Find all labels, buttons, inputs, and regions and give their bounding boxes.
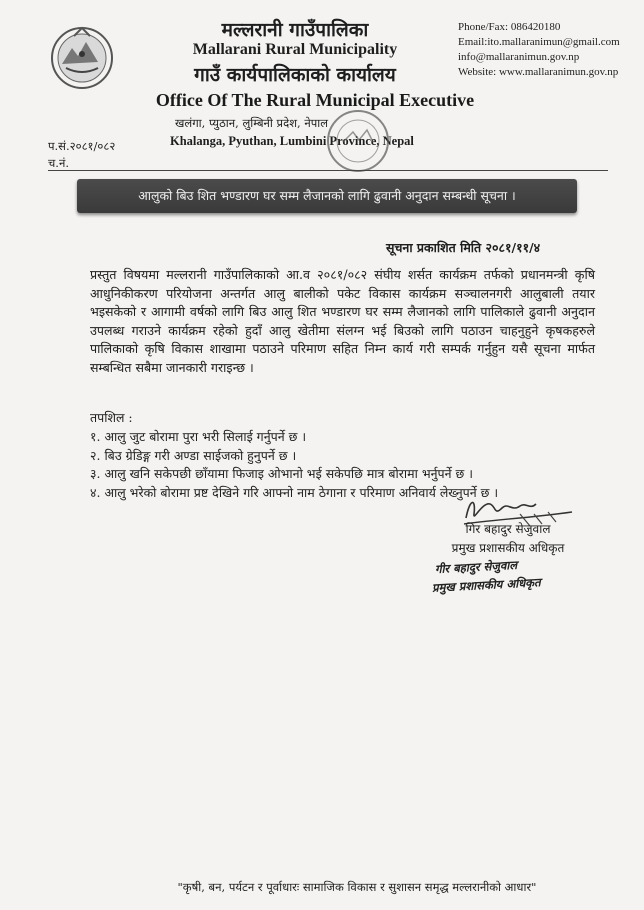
website: Website: www.mallaranimun.gov.np	[458, 66, 619, 78]
list-item: ३. आलु खनि सकेपछी छाँयामा फिजाइ ओभानो भई सकेपछि मात्र बोरामा भर्नुपर्ने छ ।	[90, 466, 474, 482]
details-heading: तपशिल :	[90, 410, 133, 425]
details-list	[90, 409, 610, 503]
municipality-name-english: Mallarani Rural Municipality	[192, 41, 398, 58]
notice-subject-banner: आलुको बिउ शित भण्डारण घर सम्म लैजानको लागि ढुवानी अनुदान सम्बन्धी सूचना ।	[77, 179, 577, 213]
notice-published-date: सूचना प्रकाशित मिति २०८१/११/४	[386, 240, 541, 255]
list-item: २. बिउ ग्रेडिङ्ग गरी अण्डा साईजको हुनुपर्ने छ ।	[90, 447, 297, 463]
footer-motto: "कृषी, बन, पर्यटन र पूर्वाधारः सामाजिक विकास र सुशासन समृद्ध मल्लरानीको आधार"	[177, 880, 537, 894]
address-devanagari: खलंगा, प्युठान, लुम्बिनी प्रदेश, नेपाल	[175, 116, 329, 130]
list-item: १. आलु जुट बोरामा पुरा भरी सिलाई गर्नुपर्ने छ ।	[90, 428, 307, 444]
email-primary: Email:ito.mallaranimun@gmail.com	[458, 36, 620, 48]
office-name-devanagari: गाउँ कार्यपालिकाको कार्यालय	[194, 64, 396, 86]
stamp-signatory-name: गीर बहादुर सेजुवाल	[434, 557, 518, 577]
office-name-english: Office Of The Rural Municipal Executive	[155, 90, 475, 110]
notice-body-paragraph: प्रस्तुत विषयमा मल्लरानी गाउँपालिकाको आ.व २०८१/०८२ संघीय शर्सत कार्यक्रम तर्फको प्रधानमन्त्री कृषि आधुनिकीकरण परियोजना अन्तर्गत आलु बालीको पकेट विकास कार्यक्रम सञ्चालनगरी आलुबाली तयार भइसकेको र आगामी वर्षको लागि बिउ आलु शित भण्डारण घर सम्म लैजानको लागि पालिकाले ढुवानी अनुदान उपलब्ध गराउने कार्यक्रम रहेको हुदाँ आलु खेतीमा संलग्न भई बिउको लागि पठाउन चाहनुहुने कृषकहरुले पालिकाको कृषि विकास शाखामा पठाउने परिमाण सहित निम्न कार्य गरी सम्पर्क गर्नुहुन यसै सूचना मार्फत सम्बन्धित सबैमा जानकारी गराइन्छ ।	[90, 267, 595, 375]
list-item: ४. आलु भरेको बोरामा प्रष्ट देखिने गरि आफ्नो नाम ठेगाना र परिमाण अनिवार्य लेख्नुपर्ने छ ।	[90, 485, 499, 501]
letter-reference-number: प.सं.२०८१/०८२	[48, 139, 116, 153]
stamp-signatory-title: प्रमुख प्रशासकीय अधिकृत	[431, 575, 541, 595]
signature-block	[410, 490, 610, 610]
municipality-name-devanagari: मल्लरानी गाउँपालिका	[221, 19, 369, 41]
contact-info	[458, 20, 620, 80]
signatory-title: प्रमुख प्रशासकीय अधिकृत	[451, 541, 565, 555]
dispatch-number: च.नं.	[48, 156, 69, 170]
header-divider	[48, 170, 608, 171]
phone-fax: Phone/Fax: 086420180	[458, 21, 561, 33]
email-secondary: info@mallaranimun.gov.np	[458, 51, 580, 63]
official-seal-stamp	[323, 106, 393, 176]
address-english: Khalanga, Pyuthan, Lumbini Province, Nepal	[170, 134, 414, 148]
signatory-name: गिर बहादुर सेजुवाल	[465, 522, 551, 536]
municipality-emblem-icon	[48, 24, 116, 92]
